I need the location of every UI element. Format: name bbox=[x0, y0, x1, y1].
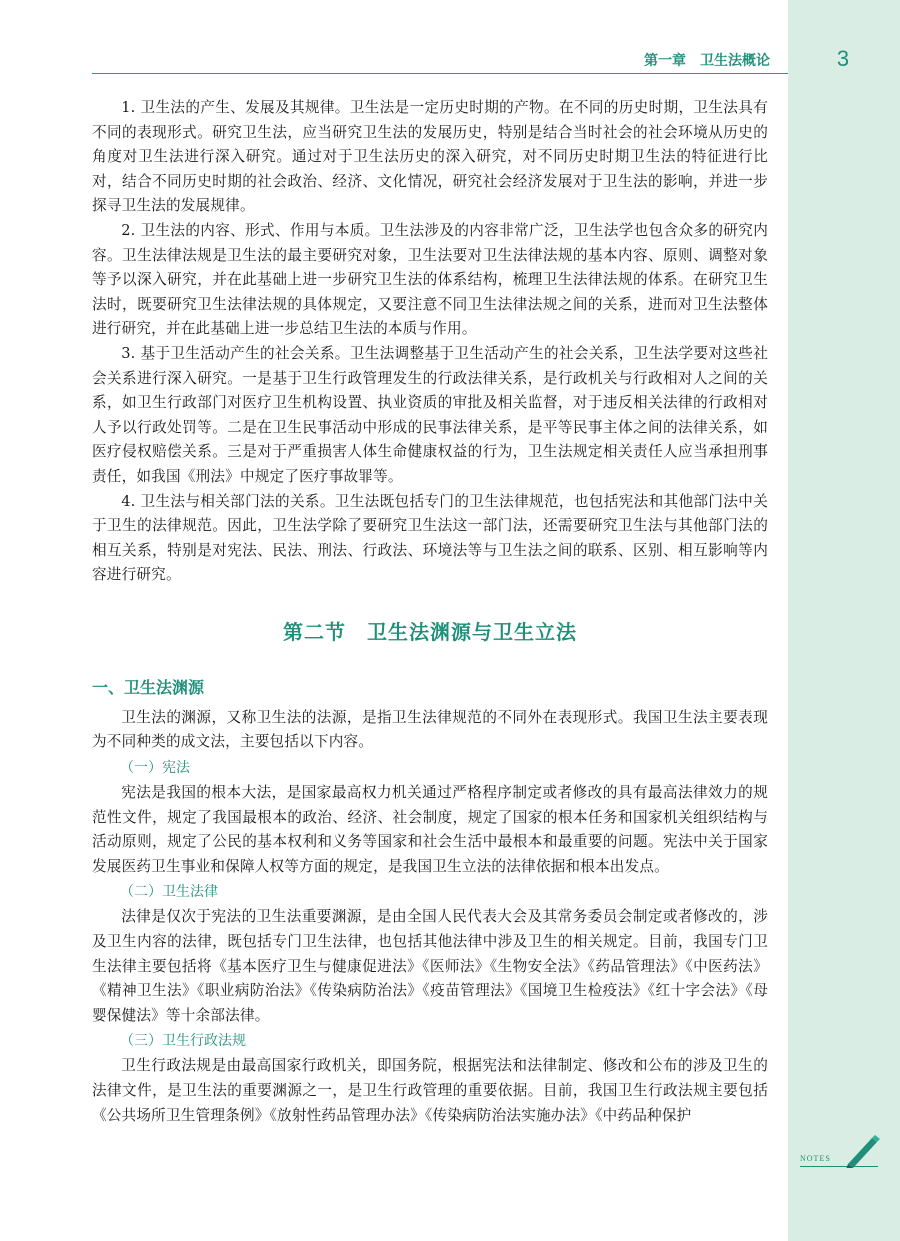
paragraph-1: 1. 卫生法的产生、发展及其规律。卫生法是一定历史时期的产物。在不同的历史时期，卫生法具有不同的表现形式。研究卫生法，应当研究卫生法的发展历史，特别是结合当时社会的社会环境从历史的角度对卫生法进行深入研究。通过对于卫生法历史的深入研究，对不同历史时期卫生法的特征进行比对，结合不同历史时期的社会政治、经济、文化情况，研究社会经济发展对于卫生法的影响，并进一步探寻卫生法的发展规律。 bbox=[92, 99, 768, 215]
item-text-constitution: 宪法是我国的根本大法，是国家最高权力机关通过严格程序制定或者修改的具有最高法律效力的规范性文件，规定了我国最根本的政治、经济、社会制度，规定了国家的根本任务和国家机关组织结构与活动原则，规定了公民的基本权利和义务等国家和社会生活中最根本和最重要的问题。宪法中关于国家发展医药卫生事业和保障人权等方面的规定，是我国卫生立法的法律依据和根本出发点。 bbox=[92, 784, 768, 875]
running-header-title: 第一章 卫生法概论 bbox=[644, 53, 770, 69]
header-rule bbox=[92, 73, 788, 74]
paragraph-2: 2. 卫生法的内容、形式、作用与本质。卫生法涉及的内容非常广泛，卫生法学也包含众多的研究内容。卫生法律法规是卫生法的最主要研究对象，卫生法要对卫生法律法规的基本内容、原则、调整对象等予以深入研究，并在此基础上进一步研究卫生法的体系结构，梳理卫生法律法规的体系。在研究卫生法时，既要研究卫生法律法规的具体规定，又要注意不同卫生法律法规之间的关系，进而对卫生法整体进行研究，并在此基础上进一步总结卫生法的本质与作用。 bbox=[92, 221, 768, 338]
page-content bbox=[92, 96, 768, 1128]
item-text-health-law: 法律是仅次于宪法的卫生法重要渊源，是由全国人民代表大会及其常务委员会制定或者修改的，涉及卫生内容的法律，既包括专门卫生法律，也包括其他法律中涉及卫生的相关规定。目前，我国专门卫生法律主要包括将《基本医疗卫生与健康促进法》《医师法》《生物安全法》《药品管理法》《中医药法》《精神卫生法》《职业病防治法》《传染病防治法》《疫苗管理法》《国境卫生检疫法》《红十字会法》《母婴保健法》等十余部法律。 bbox=[92, 908, 768, 1024]
item-heading-admin-regulations: （三）卫生行政法规 bbox=[120, 1033, 246, 1050]
page-number: 3 bbox=[836, 46, 850, 71]
paragraph-4: 4. 卫生法与相关部门法的关系。卫生法既包括专门的卫生法律规范，也包括宪法和其他部门法中关于卫生的法律规范。因此，卫生法学除了要研究卫生法这一部门法，还需要研究卫生法与其他部门法的相互关系，特别是对宪法、民法、刑法、行政法、环境法等与卫生法之间的联系、区别、相互影响等内容进行研究。 bbox=[92, 492, 768, 584]
item-text-admin-regulations: 卫生行政法规是由最高国家行政机关，即国务院，根据宪法和法律制定、修改和公布的涉及卫生的法律文件，是卫生法的重要渊源之一，是卫生行政管理的重要依据。目前，我国卫生行政法规主要包括《公共场所卫生管理条例》《放射性药品管理办法》《传染病防治法实施办法》《中药品种保护 bbox=[92, 1057, 768, 1124]
item-heading-constitution: （一）宪法 bbox=[120, 760, 190, 777]
subsection-title: 一、卫生法渊源 bbox=[92, 677, 205, 697]
pen-icon bbox=[842, 1132, 882, 1168]
item-heading-health-law: （二）卫生法律 bbox=[120, 884, 218, 901]
section-intro: 卫生法的渊源，又称卫生法的法源，是指卫生法律规范的不同外在表现形式。我国卫生法主要表现为不同种类的成文法，主要包括以下内容。 bbox=[92, 708, 768, 751]
notes-label: NOTES bbox=[800, 1154, 831, 1163]
margin-sidebar bbox=[788, 0, 900, 1241]
notes-marker bbox=[800, 1136, 880, 1172]
section-title: 第二节 卫生法渊源与卫生立法 bbox=[283, 619, 577, 644]
paragraph-3: 3. 基于卫生活动产生的社会关系。卫生法调整基于卫生活动产生的社会关系，卫生法学要对这些社会关系进行深入研究。一是基于卫生行政管理发生的行政法律关系，是行政机关与行政相对人之间的关系，如卫生行政部门对医疗卫生机构设置、执业资质的审批及相关监督，对于违反相关法律的行政相对人予以行政处罚等。二是在卫生民事活动中形成的民事法律关系，是平等民事主体之间的法律关系，如医疗侵权赔偿关系。三是对于严重损害人体生命健康权益的行为，卫生法规定相关责任人应当承担刑事责任，如我国《刑法》中规定了医疗事故罪等。 bbox=[92, 344, 768, 485]
